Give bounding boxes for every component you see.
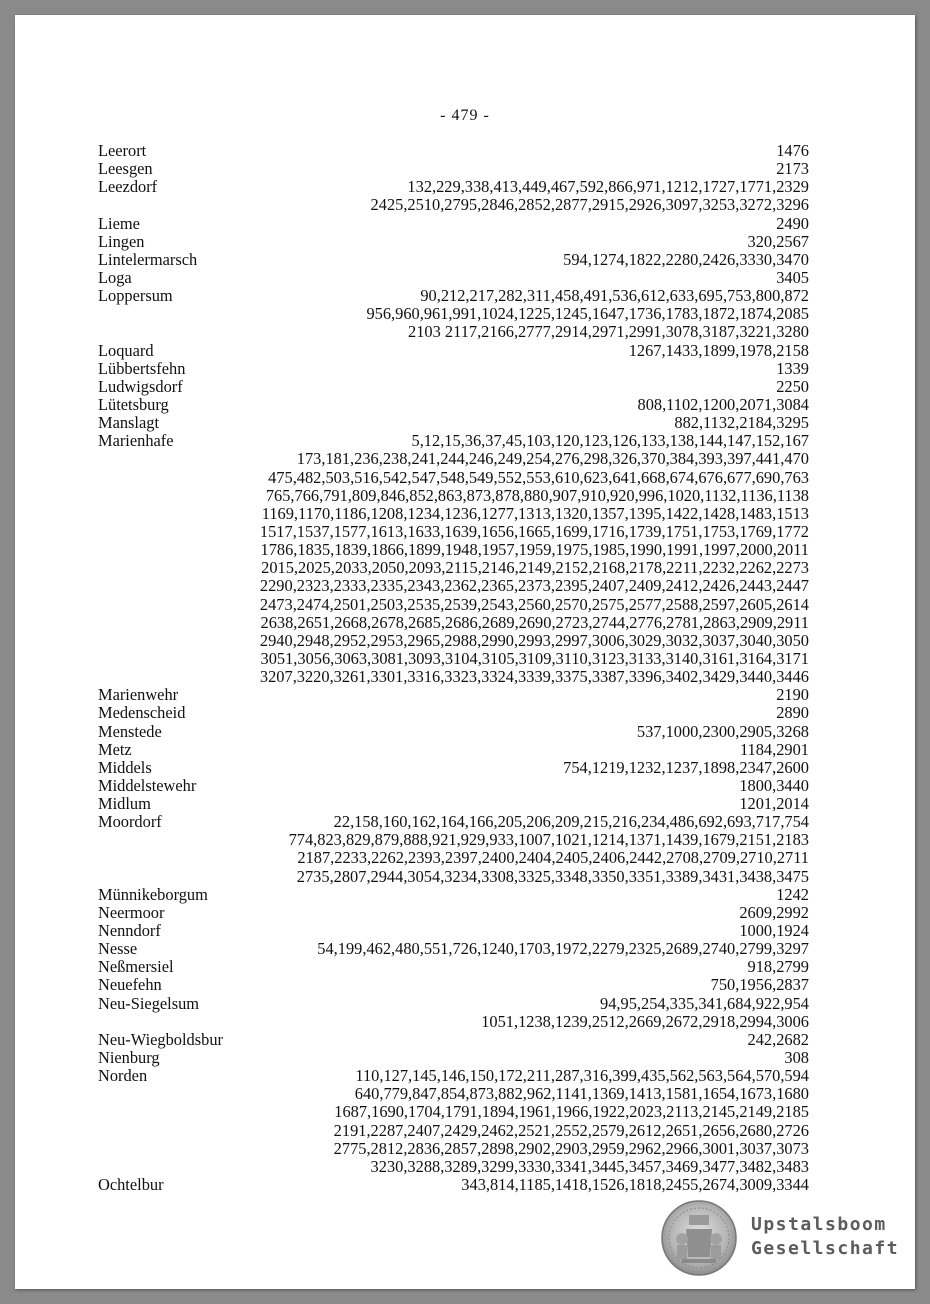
page-references: 754,1219,1232,1237,1898,2347,2600 [563,757,809,777]
index-entry [98,414,809,432]
page-references: 1267,1433,1899,1978,2158 [628,340,809,360]
index-entry [98,233,809,251]
page-references: 594,1274,1822,2280,2426,3330,3470 [563,249,809,269]
place-name: Münnikeborgum [98,884,208,904]
place-name: Neuefehn [98,975,162,995]
place-name: Marienwehr [98,685,179,705]
place-name: Leezdorf [98,177,158,197]
index-entry [98,777,809,795]
place-index [98,142,809,1194]
page-references: 1339 [776,358,809,378]
page-references: 22,158,160,162,164,166,205,206,209,215,216,234,486,692,693,717,754 [333,812,809,832]
index-entry [98,160,809,178]
page-references: 1184,2901 [739,739,809,759]
index-entry [98,1031,809,1049]
page-number: - 479 - [440,107,490,124]
index-entry [98,1067,809,1176]
place-name: Lübbertsfehn [98,358,186,378]
place-name: Ochtelbur [98,1175,164,1195]
index-entry [98,976,809,994]
page-references: 1800,3440 [739,775,809,795]
page-references: 808,1102,1200,2071,3084 [637,394,809,414]
page-references: 5,12,15,36,37,45,103,120,123,126,133,138,144,147,152,167 [411,431,809,451]
page-references: 1051,1238,1239,2512,2669,2672,2918,2994,3006 [481,1011,809,1031]
page-references: 90,212,217,282,311,458,491,536,612,633,695,753,800,872 [420,286,809,306]
page-references: 94,95,254,335,341,684,922,954 [600,993,809,1013]
place-name: Nesse [98,939,138,959]
index-entry [98,1176,809,1194]
place-name: Lintelermarsch [98,249,198,269]
place-name: Lieme [98,213,140,233]
document-page [15,15,915,1289]
page-references: 308 [784,1048,809,1068]
index-entry [98,178,809,214]
page-references: 2473,2474,2501,2503,2535,2539,2543,2560,2570,2575,2577,2588,2597,2605,2614 [259,594,809,614]
index-entry [98,686,809,704]
index-entry [98,813,809,886]
page-references: 2250 [776,376,809,396]
page-references: 640,779,847,854,873,882,962,1141,1369,1413,1581,1654,1673,1680 [354,1084,809,1104]
page-references: 2191,2287,2407,2429,2462,2521,2552,2579,2612,2651,2656,2680,2726 [333,1120,809,1140]
page-references: 774,823,829,879,888,921,929,933,1007,1021,1214,1371,1439,1679,2151,2183 [288,830,809,850]
place-name: Lütetsburg [98,394,169,414]
page-references: 2890 [776,703,809,723]
index-entry [98,795,809,813]
index-entry [98,287,809,341]
page-references: 1000,1924 [739,921,809,941]
index-entry [98,704,809,722]
place-name: Metz [98,739,132,759]
page-references: 3405 [776,267,809,287]
page-references: 2173 [776,159,809,179]
place-name: Neu-Siegelsum [98,993,200,1013]
page-references: 918,2799 [747,957,809,977]
place-name: Leesgen [98,159,153,179]
place-name: Loppersum [98,286,173,306]
page-references: 1201,2014 [739,794,809,814]
index-entry [98,215,809,233]
index-entry [98,723,809,741]
page-references: 2103 2117,2166,2777,2914,2971,2991,3078,3187,3221,3280 [408,322,809,342]
society-name [751,1213,899,1261]
index-entry [98,940,809,958]
place-name: Neermoor [98,902,165,922]
page-references: 2609,2992 [739,902,809,922]
place-name: Menstede [98,721,162,741]
page-references: 537,1000,2300,2905,3268 [636,721,809,741]
place-name: Neu-Wiegboldsbur [98,1029,223,1049]
index-entry [98,922,809,940]
place-name: Lingen [98,231,145,251]
society-name-line-1: Upstalsboom [751,1214,887,1235]
page-references: 343,814,1185,1418,1526,1818,2455,2674,3009,3344 [461,1175,809,1195]
page-references: 173,181,236,238,241,244,246,249,254,276,298,326,370,384,393,397,441,470 [296,449,809,469]
place-name: Medenscheid [98,703,186,723]
page-references: 1517,1537,1577,1613,1633,1639,1656,1665,1699,1716,1739,1751,1753,1769,1772 [259,521,809,541]
page-references: 2290,2323,2333,2335,2343,2362,2365,2373,2395,2407,2409,2412,2426,2443,2447 [259,576,809,596]
page-references: 132,229,338,413,449,467,592,866,971,1212,1727,1771,2329 [407,177,809,197]
page-references: 54,199,462,480,551,726,1240,1703,1972,2279,2325,2689,2740,2799,3297 [317,939,809,959]
index-entry [98,1049,809,1067]
page-references: 2015,2025,2033,2050,2093,2115,2146,2149,2152,2168,2178,2211,2232,2262,2273 [261,558,809,578]
page-references: 2190 [776,685,809,705]
index-entry [98,251,809,269]
society-name-line-2: Gesellschaft [751,1238,900,1259]
page-references: 475,482,503,516,542,547,548,549,552,553,610,623,641,668,674,676,677,690,763 [268,467,809,487]
page-references: 2940,2948,2952,2953,2965,2988,2990,2993,2997,3006,3029,3032,3037,3040,3050 [259,630,809,650]
page-references: 2735,2807,2944,3054,3234,3308,3325,3348,3350,3351,3389,3431,3438,3475 [296,866,809,886]
place-name: Nienburg [98,1048,160,1068]
place-name: Loga [98,267,132,287]
page-references: 3230,3288,3289,3299,3330,3341,3445,3457,3469,3477,3482,3483 [370,1156,809,1176]
page-references: 1687,1690,1704,1791,1894,1961,1966,1922,2023,2113,2145,2149,2185 [334,1102,809,1122]
index-entry [98,741,809,759]
page-references: 2187,2233,2262,2393,2397,2400,2404,2405,2406,2442,2708,2709,2710,2711 [297,848,809,868]
page-references: 765,766,791,809,846,852,863,873,878,880,907,910,920,996,1020,1132,1136,1138 [265,485,809,505]
place-name: Marienhafe [98,431,174,451]
index-entry [98,886,809,904]
page-references: 1169,1170,1186,1208,1234,1236,1277,1313,1320,1357,1395,1422,1428,1483,1513 [261,503,809,523]
index-entry [98,958,809,976]
index-entry [98,396,809,414]
page-references: 1786,1835,1839,1866,1899,1948,1957,1959,1975,1985,1990,1991,1997,2000,2011 [260,540,809,560]
place-name: Norden [98,1066,148,1086]
index-entry [98,142,809,160]
index-entry [98,995,809,1031]
page-references: 750,1956,2837 [710,975,809,995]
page-references: 2490 [776,213,809,233]
page-references: 2425,2510,2795,2846,2852,2877,2915,2926,3097,3253,3272,3296 [370,195,809,215]
index-entry [98,904,809,922]
page-references: 3051,3056,3063,3081,3093,3104,3105,3109,3110,3123,3133,3140,3161,3164,3171 [260,648,809,668]
page-references: 2638,2651,2668,2678,2685,2686,2689,2690,2723,2744,2776,2781,2863,2909,2911 [260,612,809,632]
index-entry [98,432,809,686]
seal-icon [660,1199,738,1277]
page-references: 882,1132,2184,3295 [674,413,809,433]
page-references: 1476 [776,141,809,160]
place-name: Leerort [98,141,147,160]
place-name: Loquard [98,340,154,360]
place-name: Neßmersiel [98,957,174,977]
index-entry [98,360,809,378]
place-name: Manslagt [98,413,160,433]
place-name: Moordorf [98,812,162,832]
index-entry [98,759,809,777]
page-references: 320,2567 [747,231,809,251]
page-references: 956,960,961,991,1024,1225,1245,1647,1736,1783,1872,1874,2085 [366,304,809,324]
place-name: Ludwigsdorf [98,376,183,396]
page-references: 3207,3220,3261,3301,3316,3323,3324,3339,3375,3387,3396,3402,3429,3440,3446 [259,667,809,687]
place-name: Middels [98,757,152,777]
index-entry [98,378,809,396]
page-references: 242,2682 [747,1029,809,1049]
logo [660,1199,910,1277]
place-name: Midlum [98,794,151,814]
index-entry [98,269,809,287]
index-entry [98,342,809,360]
page-references: 1242 [776,884,809,904]
place-name: Nenndorf [98,921,161,941]
page-references: 2775,2812,2836,2857,2898,2902,2903,2959,2962,2966,3001,3037,3073 [333,1138,809,1158]
place-name: Middelstewehr [98,775,197,795]
page-references: 110,127,145,146,150,172,211,287,316,399,435,562,563,564,570,594 [355,1066,809,1086]
